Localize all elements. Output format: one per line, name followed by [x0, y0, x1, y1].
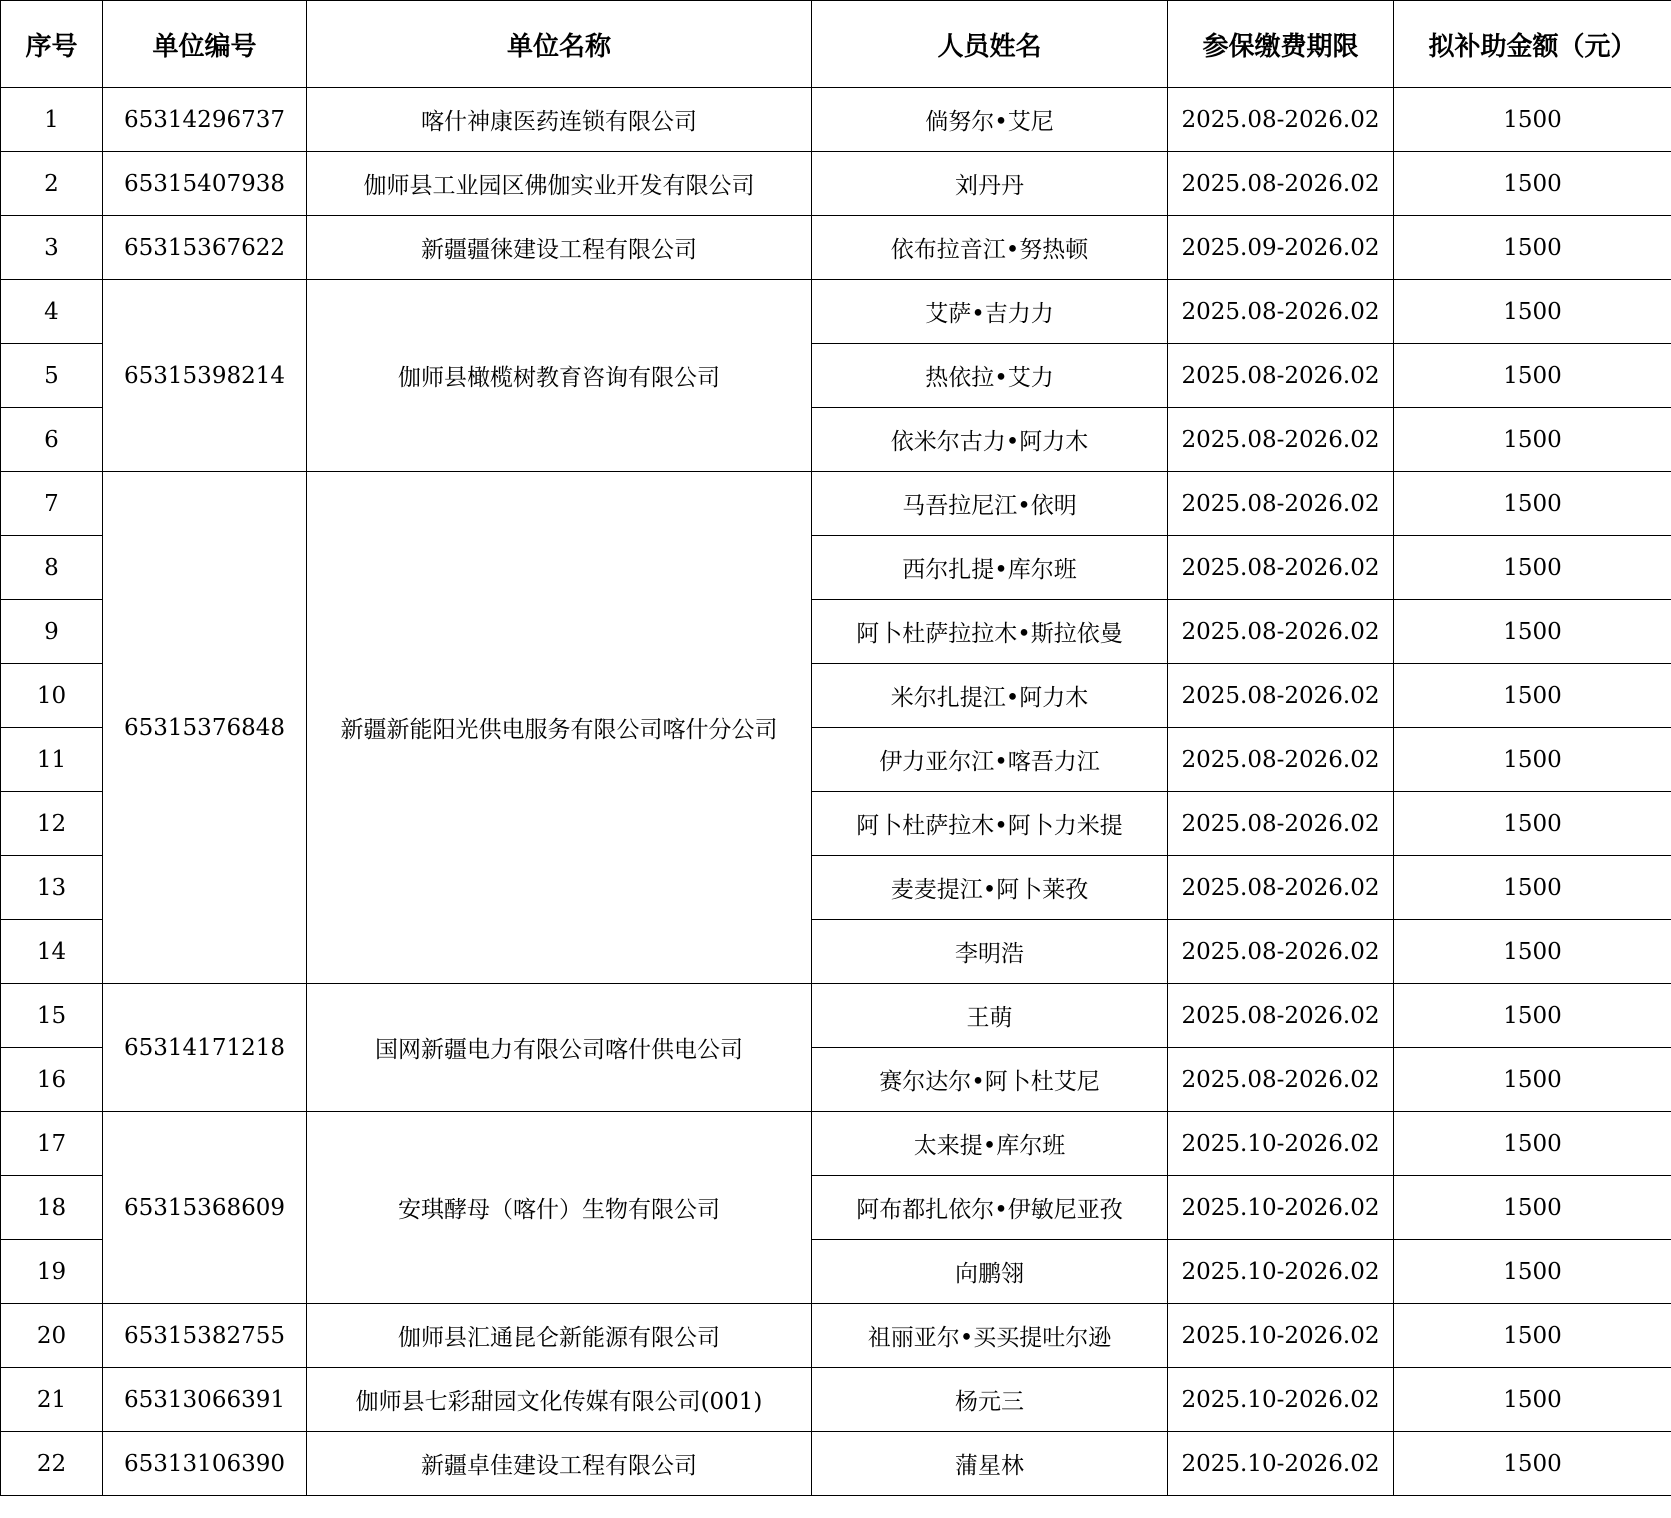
header-row: [1, 1, 1671, 88]
cell-period: 2025.08-2026.02: [1168, 408, 1394, 472]
cell-seq: 7: [1, 472, 103, 536]
cell-unit-name: 新疆卓佳建设工程有限公司: [307, 1432, 812, 1496]
cell-person-name: 阿卜杜萨拉拉木•斯拉依曼: [812, 600, 1168, 664]
cell-unit-id: 65315376848: [103, 472, 307, 984]
header-person-name: 人员姓名: [812, 1, 1168, 88]
header-seq: 序号: [1, 1, 103, 88]
cell-seq: 22: [1, 1432, 103, 1496]
table-row: [1, 1112, 1671, 1176]
cell-seq: 1: [1, 88, 103, 152]
cell-amount: 1500: [1394, 1304, 1671, 1368]
cell-amount: 1500: [1394, 984, 1671, 1048]
cell-amount: 1500: [1394, 216, 1671, 280]
cell-person-name: 伊力亚尔江•喀吾力江: [812, 728, 1168, 792]
cell-unit-id: 65314171218: [103, 984, 307, 1112]
cell-period: 2025.09-2026.02: [1168, 216, 1394, 280]
cell-unit-name: 国网新疆电力有限公司喀什供电公司: [307, 984, 812, 1112]
cell-amount: 1500: [1394, 88, 1671, 152]
cell-seq: 8: [1, 536, 103, 600]
cell-amount: 1500: [1394, 1240, 1671, 1304]
cell-person-name: 太来提•库尔班: [812, 1112, 1168, 1176]
cell-unit-id: 65314296737: [103, 88, 307, 152]
cell-period: 2025.08-2026.02: [1168, 280, 1394, 344]
cell-person-name: 王萌: [812, 984, 1168, 1048]
cell-amount: 1500: [1394, 664, 1671, 728]
table-row: [1, 1368, 1671, 1432]
table-row: [1, 88, 1671, 152]
table-row: [1, 152, 1671, 216]
cell-unit-name: 伽师县橄榄树教育咨询有限公司: [307, 280, 812, 472]
cell-unit-id: 65315407938: [103, 152, 307, 216]
cell-person-name: 阿卜杜萨拉木•阿卜力米提: [812, 792, 1168, 856]
table-row: [1, 1304, 1671, 1368]
cell-amount: 1500: [1394, 408, 1671, 472]
cell-period: 2025.08-2026.02: [1168, 152, 1394, 216]
cell-amount: 1500: [1394, 728, 1671, 792]
cell-unit-name: 安琪酵母（喀什）生物有限公司: [307, 1112, 812, 1304]
cell-person-name: 依布拉音江•努热顿: [812, 216, 1168, 280]
header-unit-id: 单位编号: [103, 1, 307, 88]
cell-seq: 14: [1, 920, 103, 984]
cell-amount: 1500: [1394, 1048, 1671, 1112]
cell-period: 2025.08-2026.02: [1168, 600, 1394, 664]
cell-period: 2025.08-2026.02: [1168, 472, 1394, 536]
table-row: [1, 216, 1671, 280]
cell-amount: 1500: [1394, 344, 1671, 408]
cell-period: 2025.10-2026.02: [1168, 1432, 1394, 1496]
cell-amount: 1500: [1394, 856, 1671, 920]
cell-amount: 1500: [1394, 1112, 1671, 1176]
cell-seq: 10: [1, 664, 103, 728]
cell-person-name: 热依拉•艾力: [812, 344, 1168, 408]
cell-person-name: 蒲星林: [812, 1432, 1168, 1496]
cell-period: 2025.08-2026.02: [1168, 88, 1394, 152]
cell-person-name: 赛尔达尔•阿卜杜艾尼: [812, 1048, 1168, 1112]
cell-person-name: 李明浩: [812, 920, 1168, 984]
cell-period: 2025.10-2026.02: [1168, 1240, 1394, 1304]
cell-person-name: 向鹏翎: [812, 1240, 1168, 1304]
cell-seq: 20: [1, 1304, 103, 1368]
cell-period: 2025.10-2026.02: [1168, 1304, 1394, 1368]
cell-unit-name: 伽师县工业园区佛伽实业开发有限公司: [307, 152, 812, 216]
cell-amount: 1500: [1394, 1368, 1671, 1432]
cell-person-name: 刘丹丹: [812, 152, 1168, 216]
cell-period: 2025.08-2026.02: [1168, 344, 1394, 408]
cell-period: 2025.10-2026.02: [1168, 1368, 1394, 1432]
cell-seq: 6: [1, 408, 103, 472]
cell-period: 2025.08-2026.02: [1168, 536, 1394, 600]
cell-period: 2025.08-2026.02: [1168, 920, 1394, 984]
cell-person-name: 西尔扎提•库尔班: [812, 536, 1168, 600]
cell-period: 2025.08-2026.02: [1168, 984, 1394, 1048]
cell-amount: 1500: [1394, 600, 1671, 664]
cell-seq: 3: [1, 216, 103, 280]
cell-amount: 1500: [1394, 1432, 1671, 1496]
cell-unit-name: 新疆疆徕建设工程有限公司: [307, 216, 812, 280]
cell-person-name: 麦麦提江•阿卜莱孜: [812, 856, 1168, 920]
cell-seq: 13: [1, 856, 103, 920]
cell-period: 2025.08-2026.02: [1168, 1048, 1394, 1112]
cell-seq: 11: [1, 728, 103, 792]
cell-unit-name: 伽师县七彩甜园文化传媒有限公司(001): [307, 1368, 812, 1432]
cell-period: 2025.08-2026.02: [1168, 792, 1394, 856]
cell-seq: 19: [1, 1240, 103, 1304]
cell-period: 2025.08-2026.02: [1168, 728, 1394, 792]
cell-seq: 12: [1, 792, 103, 856]
table-row: [1, 280, 1671, 344]
cell-unit-id: 65315367622: [103, 216, 307, 280]
cell-unit-name: 伽师县汇通昆仑新能源有限公司: [307, 1304, 812, 1368]
cell-person-name: 祖丽亚尔•买买提吐尔逊: [812, 1304, 1168, 1368]
cell-person-name: 米尔扎提江•阿力木: [812, 664, 1168, 728]
cell-unit-id: 65313106390: [103, 1432, 307, 1496]
header-unit-name: 单位名称: [307, 1, 812, 88]
cell-person-name: 杨元三: [812, 1368, 1168, 1432]
cell-period: 2025.08-2026.02: [1168, 856, 1394, 920]
cell-seq: 21: [1, 1368, 103, 1432]
cell-unit-name: 喀什神康医药连锁有限公司: [307, 88, 812, 152]
cell-period: 2025.08-2026.02: [1168, 664, 1394, 728]
header-period: 参保缴费期限: [1168, 1, 1394, 88]
cell-person-name: 阿布都扎依尔•伊敏尼亚孜: [812, 1176, 1168, 1240]
cell-person-name: 依米尔古力•阿力木: [812, 408, 1168, 472]
cell-seq: 15: [1, 984, 103, 1048]
cell-unit-name: 新疆新能阳光供电服务有限公司喀什分公司: [307, 472, 812, 984]
cell-period: 2025.10-2026.02: [1168, 1112, 1394, 1176]
cell-seq: 2: [1, 152, 103, 216]
table-body: [1, 88, 1671, 1496]
cell-person-name: 马吾拉尼江•依明: [812, 472, 1168, 536]
cell-amount: 1500: [1394, 472, 1671, 536]
cell-seq: 5: [1, 344, 103, 408]
cell-amount: 1500: [1394, 1176, 1671, 1240]
cell-person-name: 倘努尔•艾尼: [812, 88, 1168, 152]
header-amount: 拟补助金额（元）: [1394, 1, 1671, 88]
cell-unit-id: 65315368609: [103, 1112, 307, 1304]
cell-seq: 17: [1, 1112, 103, 1176]
cell-seq: 18: [1, 1176, 103, 1240]
cell-amount: 1500: [1394, 152, 1671, 216]
cell-person-name: 艾萨•吉力力: [812, 280, 1168, 344]
cell-seq: 9: [1, 600, 103, 664]
cell-unit-id: 65315382755: [103, 1304, 307, 1368]
table-row: [1, 1432, 1671, 1496]
cell-period: 2025.10-2026.02: [1168, 1176, 1394, 1240]
table-row: [1, 984, 1671, 1048]
cell-unit-id: 65315398214: [103, 280, 307, 472]
cell-amount: 1500: [1394, 536, 1671, 600]
cell-amount: 1500: [1394, 792, 1671, 856]
cell-amount: 1500: [1394, 920, 1671, 984]
table-row: [1, 472, 1671, 536]
cell-unit-id: 65313066391: [103, 1368, 307, 1432]
cell-seq: 16: [1, 1048, 103, 1112]
cell-amount: 1500: [1394, 280, 1671, 344]
cell-seq: 4: [1, 280, 103, 344]
